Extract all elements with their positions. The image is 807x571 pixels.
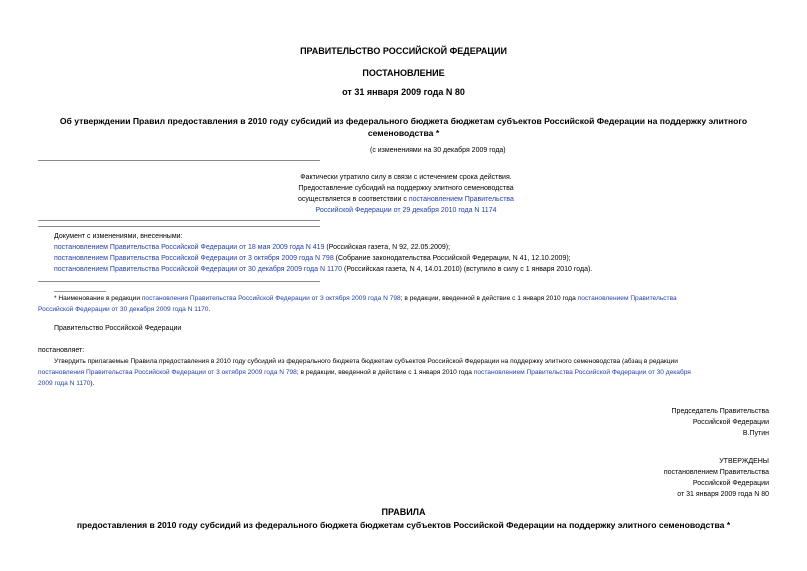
amendment-link-798[interactable]: постановлением Правительства Российской Федерации от 3 октября 2009 года N 798	[54, 255, 334, 262]
body-text: Утвердить прилагаемые Правила предоставления в 2010 году субсидий из федерального бюджета бюджетам субъектов Российской Федерации на поддержку элитного семеноводства (абзац в редакции	[54, 358, 678, 365]
signature-org: Российской Федерации	[692, 419, 769, 426]
status-note-line2: Предоставление субсидий на поддержку элитного семеноводства	[298, 185, 514, 192]
approved-block	[569, 456, 769, 500]
status-note-line1: Фактически утратило силу в связи с истечением срока действия.	[300, 174, 512, 181]
resolves-label: постановляет:	[38, 347, 85, 354]
status-note-line3	[296, 194, 516, 205]
body-link-798[interactable]: постановления Правительства Российской Федерации от 3 октября 2009 года N 798	[38, 369, 297, 376]
signature-name: В.Путин	[742, 430, 769, 437]
revision-note: (с изменениями на 30 декабря 2009 года)	[370, 147, 506, 154]
document-title-line1: Об утверждении Правил предоставления в 2010 году субсидий из федерального бюджета бюджетам субъектов Российской Федерации на поддержку элитного	[59, 116, 748, 126]
footnote-text: ; в редакции, введенной в действие с 1 января 2010 года	[400, 295, 578, 302]
rules-subtitle: предоставления в 2010 году субсидий из федерального бюджета бюджетам субъектов Российской Федерации на поддержку элитного семеноводства *	[76, 520, 731, 530]
government-body: Правительство Российской Федерации	[54, 325, 182, 332]
status-note-link-part2[interactable]: Российской Федерации от 29 декабря 2010 года N 1174	[315, 207, 497, 214]
amendment-item	[54, 253, 774, 264]
footnote-rule	[54, 291, 106, 292]
status-note-line4	[296, 205, 516, 216]
footnote-line2	[38, 304, 210, 315]
divider-bottom	[38, 281, 320, 282]
amendments-intro: Документ с изменениями, внесенными:	[54, 233, 183, 240]
divider-mid2	[38, 226, 320, 227]
status-note-text: осуществляется в соответствии с	[298, 196, 409, 203]
document-type: ПОСТАНОВЛЕНИЕ	[362, 68, 445, 78]
approved-org: Российской Федерации	[692, 480, 769, 487]
amendment-link-419[interactable]: постановлением Правительства Российской Федерации от 18 мая 2009 года N 419	[54, 244, 325, 251]
footnote-line1	[54, 293, 769, 304]
amendment-source: (Российская газета, N 92, 22.05.2009);	[324, 244, 451, 251]
status-note	[296, 172, 516, 216]
footnote-link-1170-part1[interactable]: постановлением Правительства	[577, 295, 677, 302]
status-note-link-part1[interactable]: постановлением Правительства	[408, 196, 514, 203]
divider-mid1	[38, 220, 320, 221]
document-date: от 31 января 2009 года N 80	[342, 87, 465, 97]
approved-by: постановлением Правительства	[663, 469, 769, 476]
signature-title: Председатель Правительства	[671, 408, 769, 415]
amendment-source: (Собрание законодательства Российской Федерации, N 41, 12.10.2009);	[333, 255, 571, 262]
footnote-link-1170-part2[interactable]: Российской Федерации от 30 декабря 2009 года N 1170	[38, 306, 209, 313]
body-text: ; в редакции, введенной в действие с 1 января 2010 года	[296, 369, 474, 376]
amendment-item	[54, 264, 774, 275]
body-paragraph-line1	[54, 356, 769, 367]
amendments-list	[54, 242, 774, 275]
approved-date: от 31 января 2009 года N 80	[677, 491, 769, 498]
rules-title: ПРАВИЛА	[381, 507, 426, 517]
body-text: ).	[90, 380, 95, 387]
amendment-item	[54, 242, 774, 253]
body-link-1170-part1[interactable]: постановлением Правительства Российской Федерации от 30 декабря	[473, 369, 691, 376]
footnote-text: * Наименование в редакции	[54, 295, 142, 302]
approved-label: УТВЕРЖДЕНЫ	[719, 458, 769, 465]
divider-top	[38, 160, 320, 161]
footnote-text: .	[208, 306, 211, 313]
body-paragraph-line3	[38, 378, 94, 389]
government-name: ПРАВИТЕЛЬСТВО РОССИЙСКОЙ ФЕДЕРАЦИИ	[300, 46, 507, 56]
signature-block	[569, 406, 769, 439]
footnote-link-798[interactable]: постановления Правительства Российской Федерации от 3 октября 2009 года N 798	[141, 295, 401, 302]
amendment-source: (Российская газета, N 4, 14.01.2010) (вступило в силу с 1 января 2010 года).	[342, 266, 593, 273]
document-title-line2: семеноводства *	[367, 128, 440, 138]
body-link-1170-part2[interactable]: 2009 года N 1170	[38, 380, 91, 387]
body-paragraph-line2	[38, 367, 769, 378]
amendment-link-1170[interactable]: постановлением Правительства Российской Федерации от 30 декабря 2009 года N 1170	[54, 266, 343, 273]
